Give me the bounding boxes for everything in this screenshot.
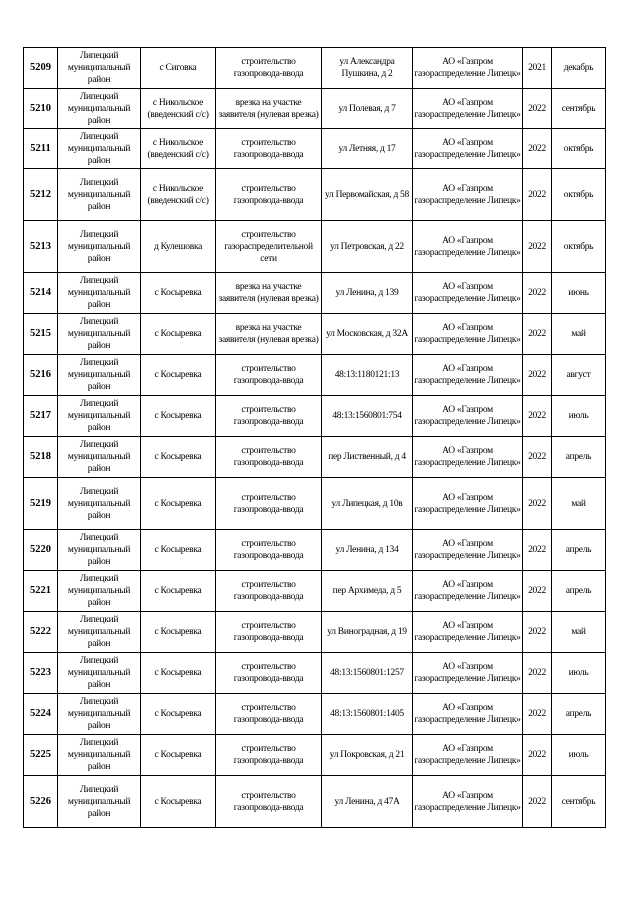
cell-year: 2022 (523, 221, 552, 273)
cell-district: Липецкий муниципальный район (58, 169, 141, 221)
cell-number: 5220 (24, 530, 58, 571)
cell-address: ул Московская, д 32А (322, 314, 413, 355)
cell-work-type: строительство газопровода-ввода (216, 129, 322, 169)
cell-address: ул Полевая, д 7 (322, 89, 413, 129)
cell-district: Липецкий муниципальный район (58, 314, 141, 355)
cell-number: 5224 (24, 694, 58, 735)
cell-year: 2022 (523, 530, 552, 571)
cell-district: Липецкий муниципальный район (58, 437, 141, 478)
cell-work-type: строительство газопровода-ввода (216, 571, 322, 612)
cell-number: 5215 (24, 314, 58, 355)
cell-number: 5226 (24, 776, 58, 828)
cell-address: пер Лиственный, д 4 (322, 437, 413, 478)
cell-district: Липецкий муниципальный район (58, 735, 141, 776)
cell-locality: с Косыревка (141, 653, 216, 694)
cell-organization: АО «Газпром газораспределение Липецк» (413, 530, 523, 571)
cell-organization: АО «Газпром газораспределение Липецк» (413, 694, 523, 735)
cell-organization: АО «Газпром газораспределение Липецк» (413, 571, 523, 612)
cell-number: 5221 (24, 571, 58, 612)
cell-organization: АО «Газпром газораспределение Липецк» (413, 169, 523, 221)
cell-organization: АО «Газпром газораспределение Липецк» (413, 48, 523, 89)
cell-locality: с Никольское (введенский с/с) (141, 169, 216, 221)
cell-year: 2022 (523, 735, 552, 776)
table-row (24, 437, 606, 478)
cell-number: 5217 (24, 396, 58, 437)
cell-number: 5222 (24, 612, 58, 653)
table-row (24, 735, 606, 776)
cell-number: 5216 (24, 355, 58, 396)
cell-number: 5214 (24, 273, 58, 314)
cell-work-type: строительство газопровода-ввода (216, 530, 322, 571)
cell-locality: с Никольское (введенский с/с) (141, 129, 216, 169)
cell-district: Липецкий муниципальный район (58, 355, 141, 396)
table-row (24, 612, 606, 653)
cell-locality: с Косыревка (141, 396, 216, 437)
cell-year: 2022 (523, 571, 552, 612)
cell-address: ул Покровская, д 21 (322, 735, 413, 776)
cell-month: июль (552, 653, 606, 694)
cell-work-type: строительство газораспределительной сети (216, 221, 322, 273)
table-row (24, 314, 606, 355)
cell-number: 5218 (24, 437, 58, 478)
cell-district: Липецкий муниципальный район (58, 653, 141, 694)
cell-work-type: строительство газопровода-ввода (216, 355, 322, 396)
cell-district: Липецкий муниципальный район (58, 776, 141, 828)
cell-month: май (552, 314, 606, 355)
cell-work-type: строительство газопровода-ввода (216, 478, 322, 530)
table-row (24, 478, 606, 530)
cell-address: пер Архимеда, д 5 (322, 571, 413, 612)
cell-address: ул Петровская, д 22 (322, 221, 413, 273)
cell-organization: АО «Газпром газораспределение Липецк» (413, 355, 523, 396)
cell-work-type: строительство газопровода-ввода (216, 653, 322, 694)
cell-organization: АО «Газпром газораспределение Липецк» (413, 273, 523, 314)
cell-organization: АО «Газпром газораспределение Липецк» (413, 396, 523, 437)
cell-district: Липецкий муниципальный район (58, 89, 141, 129)
cell-month: апрель (552, 571, 606, 612)
cell-year: 2022 (523, 694, 552, 735)
cell-month: май (552, 612, 606, 653)
cell-address: 48:13:1560801:1257 (322, 653, 413, 694)
cell-district: Липецкий муниципальный район (58, 221, 141, 273)
cell-organization: АО «Газпром газораспределение Липецк» (413, 776, 523, 828)
cell-address: ул Ленина, д 134 (322, 530, 413, 571)
cell-organization: АО «Газпром газораспределение Липецк» (413, 129, 523, 169)
table-row (24, 129, 606, 169)
cell-district: Липецкий муниципальный район (58, 571, 141, 612)
cell-month: июль (552, 735, 606, 776)
cell-locality: с Косыревка (141, 776, 216, 828)
table-row (24, 653, 606, 694)
cell-month: сентябрь (552, 776, 606, 828)
cell-address: ул Ленина, д 47А (322, 776, 413, 828)
cell-work-type: врезка на участке заявителя (нулевая врезка) (216, 273, 322, 314)
cell-year: 2022 (523, 653, 552, 694)
cell-address: ул Летняя, д 17 (322, 129, 413, 169)
cell-month: октябрь (552, 221, 606, 273)
gas-connection-table (23, 47, 606, 828)
table-row (24, 169, 606, 221)
cell-year: 2022 (523, 355, 552, 396)
cell-address: ул Александра Пушкина, д 2 (322, 48, 413, 89)
cell-year: 2022 (523, 776, 552, 828)
table-row (24, 355, 606, 396)
table-row (24, 48, 606, 89)
cell-work-type: строительство газопровода-ввода (216, 169, 322, 221)
cell-locality: с Косыревка (141, 735, 216, 776)
cell-work-type: строительство газопровода-ввода (216, 776, 322, 828)
cell-month: октябрь (552, 169, 606, 221)
cell-number: 5225 (24, 735, 58, 776)
cell-district: Липецкий муниципальный район (58, 396, 141, 437)
table-row (24, 89, 606, 129)
table-row (24, 273, 606, 314)
table-row (24, 776, 606, 828)
cell-locality: д Кулешовка (141, 221, 216, 273)
cell-number: 5219 (24, 478, 58, 530)
cell-month: апрель (552, 694, 606, 735)
cell-year: 2022 (523, 169, 552, 221)
cell-number: 5210 (24, 89, 58, 129)
cell-locality: с Сиговка (141, 48, 216, 89)
cell-work-type: строительство газопровода-ввода (216, 48, 322, 89)
table-row (24, 530, 606, 571)
cell-month: июль (552, 396, 606, 437)
cell-locality: с Косыревка (141, 612, 216, 653)
cell-year: 2022 (523, 478, 552, 530)
cell-address: ул Виноградная, д 19 (322, 612, 413, 653)
cell-district: Липецкий муниципальный район (58, 530, 141, 571)
cell-locality: с Косыревка (141, 314, 216, 355)
cell-work-type: строительство газопровода-ввода (216, 735, 322, 776)
cell-address: 48:13:1560801:1405 (322, 694, 413, 735)
table-row (24, 694, 606, 735)
cell-number: 5213 (24, 221, 58, 273)
cell-work-type: строительство газопровода-ввода (216, 437, 322, 478)
cell-month: июнь (552, 273, 606, 314)
cell-month: апрель (552, 437, 606, 478)
cell-locality: с Косыревка (141, 355, 216, 396)
cell-month: октябрь (552, 129, 606, 169)
cell-organization: АО «Газпром газораспределение Липецк» (413, 221, 523, 273)
cell-district: Липецкий муниципальный район (58, 48, 141, 89)
cell-year: 2021 (523, 48, 552, 89)
table-row (24, 396, 606, 437)
cell-year: 2022 (523, 89, 552, 129)
cell-address: ул Первомайская, д 58 (322, 169, 413, 221)
cell-month: декабрь (552, 48, 606, 89)
cell-work-type: строительство газопровода-ввода (216, 612, 322, 653)
table-row (24, 571, 606, 612)
cell-year: 2022 (523, 437, 552, 478)
cell-number: 5223 (24, 653, 58, 694)
cell-organization: АО «Газпром газораспределение Липецк» (413, 653, 523, 694)
cell-year: 2022 (523, 612, 552, 653)
cell-district: Липецкий муниципальный район (58, 478, 141, 530)
cell-number: 5211 (24, 129, 58, 169)
cell-locality: с Косыревка (141, 530, 216, 571)
cell-month: апрель (552, 530, 606, 571)
cell-locality: с Косыревка (141, 437, 216, 478)
cell-locality: с Косыревка (141, 273, 216, 314)
cell-year: 2022 (523, 129, 552, 169)
cell-address: 48:13:1560801:754 (322, 396, 413, 437)
cell-organization: АО «Газпром газораспределение Липецк» (413, 735, 523, 776)
cell-organization: АО «Газпром газораспределение Липецк» (413, 437, 523, 478)
cell-work-type: строительство газопровода-ввода (216, 396, 322, 437)
table-body (24, 48, 606, 828)
cell-year: 2022 (523, 273, 552, 314)
cell-locality: с Косыревка (141, 694, 216, 735)
cell-month: сентябрь (552, 89, 606, 129)
cell-locality: с Косыревка (141, 571, 216, 612)
cell-address: ул Липецкая, д 10в (322, 478, 413, 530)
cell-month: август (552, 355, 606, 396)
cell-number: 5209 (24, 48, 58, 89)
cell-district: Липецкий муниципальный район (58, 129, 141, 169)
table-row (24, 221, 606, 273)
cell-organization: АО «Газпром газораспределение Липецк» (413, 612, 523, 653)
cell-work-type: врезка на участке заявителя (нулевая врезка) (216, 314, 322, 355)
cell-locality: с Косыревка (141, 478, 216, 530)
cell-month: май (552, 478, 606, 530)
cell-address: ул Ленина, д 139 (322, 273, 413, 314)
cell-number: 5212 (24, 169, 58, 221)
cell-organization: АО «Газпром газораспределение Липецк» (413, 478, 523, 530)
cell-year: 2022 (523, 314, 552, 355)
cell-work-type: врезка на участке заявителя (нулевая врезка) (216, 89, 322, 129)
cell-district: Липецкий муниципальный район (58, 612, 141, 653)
cell-work-type: строительство газопровода-ввода (216, 694, 322, 735)
cell-district: Липецкий муниципальный район (58, 694, 141, 735)
cell-locality: с Никольское (введенский с/с) (141, 89, 216, 129)
cell-organization: АО «Газпром газораспределение Липецк» (413, 314, 523, 355)
cell-district: Липецкий муниципальный район (58, 273, 141, 314)
cell-organization: АО «Газпром газораспределение Липецк» (413, 89, 523, 129)
cell-address: 48:13:1180121:13 (322, 355, 413, 396)
cell-year: 2022 (523, 396, 552, 437)
